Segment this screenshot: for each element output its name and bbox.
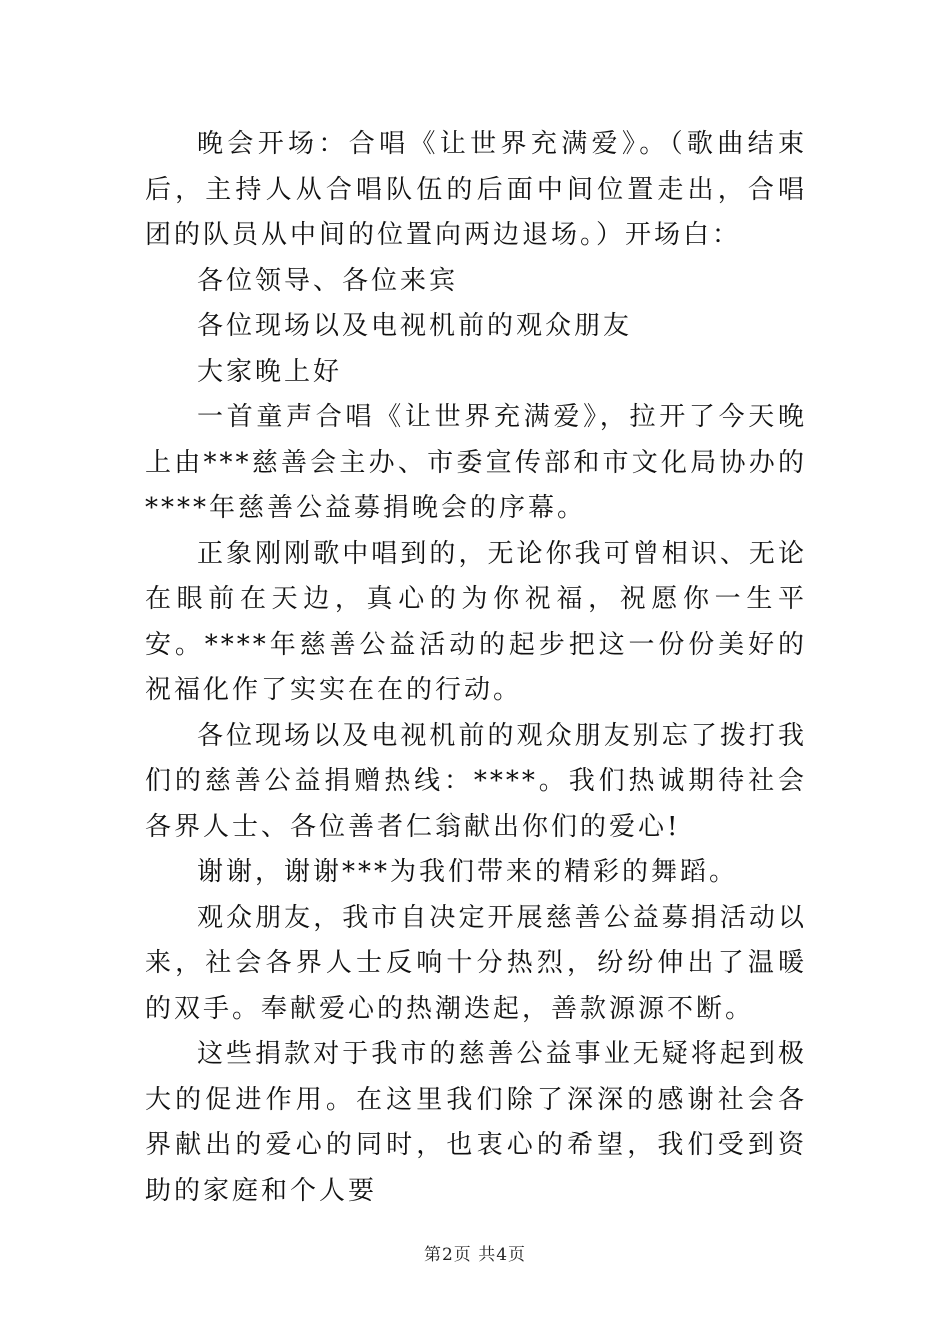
paragraph-response: 观众朋友，我市自决定开展慈善公益募捐活动以来，社会各界人士反响十分热烈，纷纷伸出了温暖的双手。奉献爱心的热潮迭起，善款源源不断。 — [145, 902, 807, 1024]
paragraph-intro: 一首童声合唱《让世界充满爱》，拉开了今天晚上由***慈善会主办、市委宣传部和市文化局协办的****年慈善公益募捐晚会的序幕。 — [145, 402, 807, 523]
paragraph-opening: 晚会开场：合唱《让世界充满爱》。（歌曲结束后，主持人从合唱队伍的后面中间位置走出，合唱团的队员从中间的位置向两边退场。）开场白： — [145, 129, 807, 250]
document-body — [145, 122, 807, 1214]
page-number-footer: 第2页 共4页 — [423, 1245, 527, 1265]
paragraph-good-evening: 大家晚上好 — [197, 356, 343, 387]
paragraph-greeting-leaders: 各位领导、各位来宾 — [197, 265, 459, 296]
paragraph-donations: 这些捐款对于我市的慈善公益事业无疑将起到极大的促进作用。在这里我们除了深深的感谢社会各界献出的爱心的同时，也衷心的希望，我们受到资助的家庭和个人要 — [145, 1039, 807, 1206]
paragraph-song: 正象刚刚歌中唱到的，无论你我可曾相识、无论在眼前在天边，真心的为你祝福，祝愿你一生平安。****年慈善公益活动的起步把这一份份美好的祝福化作了实实在在的行动。 — [145, 538, 807, 705]
paragraph-thanks: 谢谢，谢谢***为我们带来的精彩的舞蹈。 — [197, 857, 739, 887]
paragraph-greeting-audience: 各位现场以及电视机前的观众朋友 — [197, 311, 633, 341]
paragraph-hotline: 各位现场以及电视机前的观众朋友别忘了拨打我们的慈善公益捐赠热线：****。我们热诚期待社会各界人士、各位善者仁翁献出你们的爱心! — [145, 720, 807, 842]
